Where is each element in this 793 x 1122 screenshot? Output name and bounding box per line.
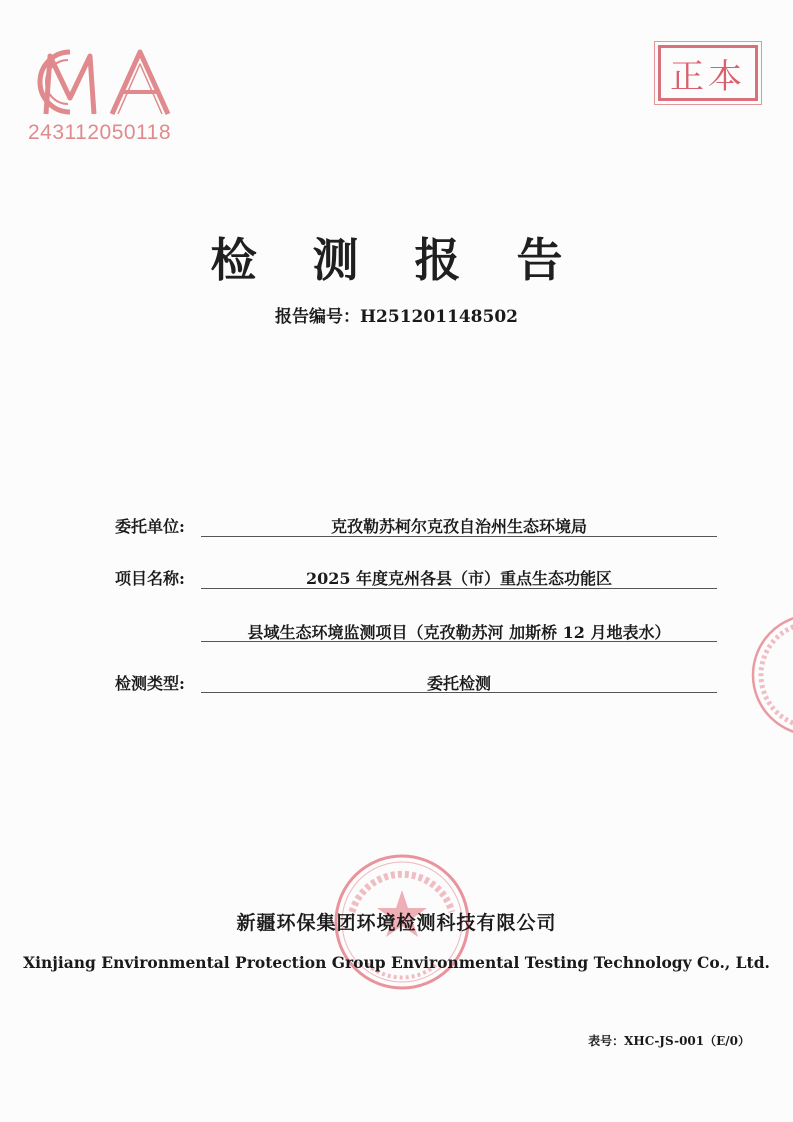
client-underline (201, 536, 717, 537)
company-name-chinese: 新疆环保集团环境检测科技有限公司 (236, 912, 557, 934)
test-type-underline (201, 692, 717, 693)
project-value-line1: 2025 年度克州各县（市）重点生态功能区 (305, 569, 613, 588)
form-code: 表号：XHC-JS-001（E/0） (588, 1034, 750, 1048)
project-underline-1 (201, 588, 717, 589)
report-number: 报告编号：H251201148502 (274, 307, 518, 327)
document-title: 检 测 报 告 (210, 233, 583, 287)
cma-certificate-number: 243112050118 (28, 121, 172, 144)
project-value-line2: 县域生态环境监测项目（克孜勒苏河 加斯桥 12 月地表水） (247, 623, 671, 642)
client-value: 克孜勒苏柯尔克孜自治州生态环境局 (330, 517, 587, 536)
edge-seal-icon (748, 610, 793, 740)
project-underline-2 (201, 641, 717, 642)
client-label: 委托单位: (115, 517, 185, 536)
project-label: 项目名称: (115, 569, 185, 588)
test-type-value: 委托检测 (426, 674, 491, 693)
test-type-label: 检测类型: (115, 674, 185, 693)
company-name-english: Xinjiang Environmental Protection Group Environmental Testing Technology Co., Ltd. (23, 953, 770, 972)
original-copy-stamp: 正本 (658, 45, 758, 101)
